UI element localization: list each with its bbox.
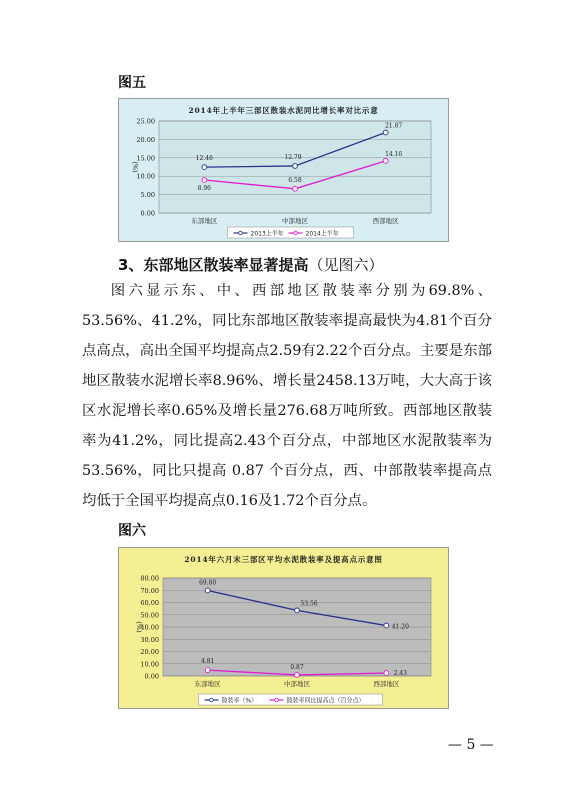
- x-category-label: 东部地区: [194, 680, 221, 688]
- legend: [199, 694, 383, 705]
- data-label: 8.96: [197, 185, 212, 193]
- legend-marker: [294, 231, 298, 235]
- legend-marker: [210, 698, 214, 702]
- legend-marker: [239, 231, 243, 235]
- x-category-label: 西部地区: [372, 217, 399, 225]
- section-heading: [118, 254, 383, 275]
- data-point: [295, 673, 300, 678]
- y-tick-label: 25.00: [136, 117, 155, 126]
- x-category-label: 中部地区: [284, 680, 310, 688]
- legend-marker: [275, 698, 279, 702]
- data-point: [384, 623, 389, 628]
- data-point: [205, 588, 210, 593]
- data-label: 21.87: [385, 122, 403, 130]
- y-axis-label: (%): [131, 161, 139, 173]
- data-point: [383, 158, 388, 163]
- y-axis-label: (%): [135, 621, 143, 633]
- y-tick-label: 10.00: [140, 660, 159, 669]
- y-tick-label: 40.00: [140, 623, 159, 632]
- figure5-label: 图五: [118, 75, 146, 91]
- data-point: [384, 671, 389, 676]
- y-tick-label: 60.00: [140, 599, 159, 607]
- y-tick-label: 30.00: [140, 635, 159, 644]
- x-category-label: 西部地区: [373, 680, 400, 688]
- data-label: 41.20: [391, 623, 409, 631]
- page-number: — 5 —: [448, 737, 494, 753]
- y-tick-label: 20.00: [136, 135, 155, 144]
- data-point: [202, 165, 207, 170]
- legend-entry: 2014上半年: [305, 230, 339, 238]
- y-tick-label: 5.00: [140, 191, 155, 200]
- figure6-label: 图六: [118, 523, 146, 539]
- data-point: [205, 668, 210, 673]
- y-tick-label: 50.00: [140, 611, 159, 620]
- y-tick-label: 20.00: [140, 648, 159, 656]
- y-tick-label: 70.00: [140, 586, 159, 595]
- legend: [228, 227, 354, 238]
- data-label: 4.81: [200, 658, 215, 666]
- section-note: （见图六）: [308, 256, 384, 274]
- data-label: 6.58: [288, 176, 302, 184]
- data-label: 12.79: [284, 153, 302, 161]
- chart1-svg: [119, 548, 448, 708]
- body-paragraph: 图六显示东、中、西部地区散装率分别为69.8%、53.56%、41.2%，同比东部地区散装率提高最快为4.81个百分点高点，高出全国平均提高点2.59有2.22个百分点。主要是东部地区散装水泥增长率8.96%、增长量2458.13万吨，大大高于该区水泥增长率0.65%及增长量276.68万吨所致。西部地区散装率为41.2%，同比提高2.43个百分点，中部地区水泥散装率为53.56%，同比只提高 0.87 个百分点，西、中部散装率提高点均低于全国平均提高点0.16及1.72个百分点。: [82, 283, 492, 509]
- x-category-label: 中部地区: [282, 217, 308, 225]
- legend-entry: 散装率（%）: [221, 697, 258, 705]
- chart-title: 2014年六月末三部区平均水泥散装率及提高点示意图: [184, 555, 383, 564]
- y-tick-label: 80.00: [140, 574, 159, 583]
- figure5-chart: [118, 98, 449, 242]
- data-point: [202, 178, 207, 183]
- y-tick-label: 15.00: [136, 154, 155, 163]
- legend-entry: 2013上半年: [250, 230, 284, 238]
- chart0-svg: [119, 99, 448, 241]
- data-label: 69.80: [199, 579, 217, 587]
- section-number: 3、: [118, 256, 144, 274]
- y-tick-label: 0.00: [140, 209, 155, 218]
- data-label: 14.16: [385, 150, 403, 158]
- data-point: [293, 164, 298, 169]
- data-point: [383, 130, 388, 135]
- data-label: 2.43: [393, 670, 408, 678]
- y-tick-label: 10.00: [136, 172, 155, 181]
- legend-entry: 散装率同比提高点（百分点）: [286, 697, 365, 705]
- data-label: 12.46: [195, 155, 213, 163]
- figure6-chart: [118, 547, 449, 709]
- chart-title: 2014年上半年三部区散装水泥同比增长率对比示意: [188, 106, 379, 115]
- data-label: 0.87: [290, 663, 304, 671]
- data-label: 53.56: [300, 600, 318, 608]
- data-point: [293, 186, 298, 191]
- section-title: 东部地区散装率显著提高: [143, 256, 309, 274]
- data-point: [295, 608, 300, 613]
- x-category-label: 东部地区: [191, 217, 218, 225]
- y-tick-label: 0.00: [144, 672, 159, 681]
